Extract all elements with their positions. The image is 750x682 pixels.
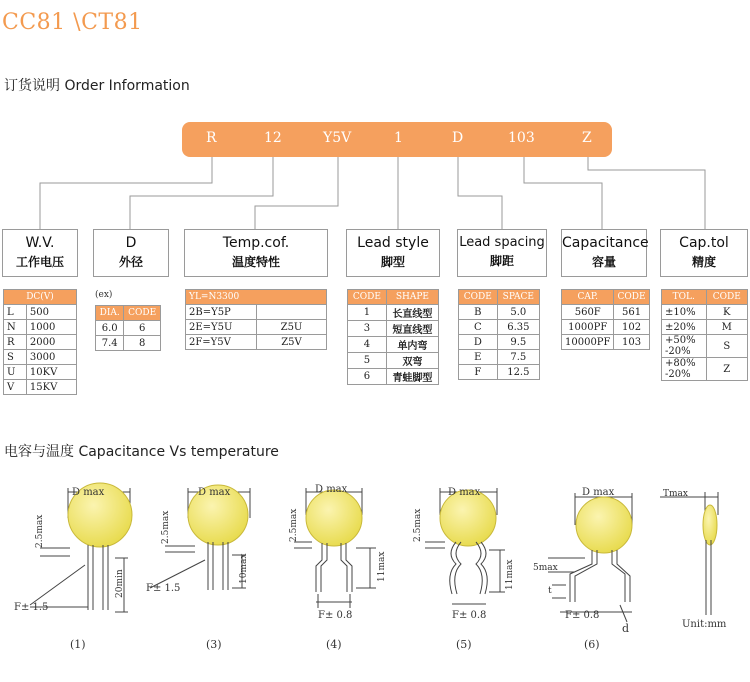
label-f08-5: F± 0.8 [452, 610, 487, 621]
header-spacing [457, 229, 547, 277]
wv-table-header: DC(V) [4, 290, 77, 305]
table-row [662, 335, 748, 358]
header-wv-en: W.V. [25, 235, 55, 251]
table-cell: 6.35 [497, 320, 539, 335]
order-code-spacing: D [452, 130, 464, 146]
table-header-cell: CODE [348, 290, 387, 305]
table-cell: 5 [348, 353, 387, 369]
table-row [4, 350, 77, 365]
caption-3: (3) [206, 638, 222, 651]
table-cell: B [459, 305, 498, 320]
header-lead-zh: 脚型 [380, 255, 405, 269]
table-row [96, 321, 161, 336]
table-cell: 560F [562, 305, 614, 320]
wv-table [3, 289, 77, 395]
label-d: d [622, 622, 630, 635]
table-row [348, 305, 439, 321]
table-cell: D [459, 335, 498, 350]
table-cell: S [706, 335, 748, 358]
table-row [186, 305, 327, 320]
caption-1: (1) [70, 638, 86, 651]
order-code-wv: R [206, 130, 217, 146]
header-tol [660, 229, 748, 277]
diagram-6 [548, 493, 632, 622]
table-row [662, 320, 748, 335]
d-example-label: (ex) [95, 290, 113, 300]
lead-table [347, 289, 439, 385]
caption-4: (4) [326, 638, 342, 651]
tol-line: -20% [665, 346, 691, 357]
table-cell: 单内弯 [386, 337, 438, 353]
table-cell: 1000 [26, 320, 76, 335]
table-cell: C [459, 320, 498, 335]
table-header-row [186, 290, 327, 305]
label-dmax-6: D max [582, 487, 615, 498]
header-wv [2, 229, 78, 277]
table-header-row [4, 290, 77, 305]
temp-table-header: YL=N3300 [186, 290, 327, 305]
header-spacing-en: Lead spacing [459, 235, 545, 250]
table-cell: 2B=Y5P [186, 305, 257, 320]
table-row [348, 321, 439, 337]
table-row [662, 305, 748, 320]
table-cell: 12.5 [497, 365, 539, 380]
table-header-row [348, 290, 439, 305]
connector-lines [0, 0, 750, 240]
header-lead [346, 229, 440, 277]
table-cell: 双弯 [386, 353, 438, 369]
table-cell: F [459, 365, 498, 380]
table-header-cell: CODE [459, 290, 498, 305]
table-cell: 8 [124, 336, 161, 351]
table-header-cell: CODE [614, 290, 649, 305]
order-code-d: 12 [264, 130, 282, 146]
table-cell: S [4, 350, 27, 365]
table-row [186, 335, 327, 350]
table-row [4, 380, 77, 395]
order-code-bar [182, 122, 612, 157]
table-row [662, 358, 748, 381]
table-cell: U [4, 365, 27, 380]
table-cell: 2000 [26, 335, 76, 350]
cap-table [561, 289, 650, 350]
table-header-cell: SPACE [497, 290, 539, 305]
table-cell: K [706, 305, 748, 320]
table-cell: N [4, 320, 27, 335]
diagram-4 [294, 488, 376, 608]
header-wv-zh: 工作电压 [15, 255, 64, 269]
table-header-cell: CODE [124, 306, 161, 321]
table-cell: Z5U [257, 320, 327, 335]
table-cell [257, 305, 327, 320]
table-cell: 3000 [26, 350, 76, 365]
table-row [562, 305, 650, 320]
diagram-5 [425, 488, 505, 604]
table-row [459, 305, 540, 320]
label-f08-6: F± 0.8 [565, 610, 600, 621]
table-cell [662, 358, 707, 381]
header-temp-en: Temp.cof. [222, 235, 290, 251]
table-cell: 6 [348, 369, 387, 385]
label-f15-1: F± 1.5 [14, 602, 49, 613]
diagram-side-view [660, 492, 718, 615]
label-dmax-4: D max [315, 484, 348, 495]
table-row [459, 320, 540, 335]
temp-section-title: 电容与温度 Capacitance Vs temperature [4, 444, 279, 460]
table-row [4, 335, 77, 350]
table-header-cell: TOL. [662, 290, 707, 305]
temp-table [185, 289, 327, 350]
table-cell: ±20% [662, 320, 707, 335]
table-cell: 9.5 [497, 335, 539, 350]
table-cell: 青蛙脚型 [386, 369, 438, 385]
table-row [562, 320, 650, 335]
table-cell: 6 [124, 321, 161, 336]
label-unit: Unit:mm [682, 619, 727, 630]
label-25max-4: 2.5max [289, 508, 299, 542]
table-cell: ±10% [662, 305, 707, 320]
table-cell: 短直线型 [386, 321, 438, 337]
table-header-cell: DIA. [96, 306, 124, 321]
table-header-cell: SHAPE [386, 290, 438, 305]
table-row [348, 337, 439, 353]
table-cell [662, 335, 707, 358]
header-cap-en: Capacitance [562, 235, 649, 251]
table-row [459, 335, 540, 350]
table-cell: 4 [348, 337, 387, 353]
table-cell: M [706, 320, 748, 335]
table-cell: 2E=Y5U [186, 320, 257, 335]
lead-style-diagrams [0, 470, 750, 655]
table-cell: Z [706, 358, 748, 381]
header-temp-zh: 温度特性 [231, 255, 280, 269]
table-cell: 3 [348, 321, 387, 337]
table-row [459, 350, 540, 365]
header-d [93, 229, 169, 277]
header-d-zh: 外径 [118, 255, 143, 269]
page-title: CC81 \CT81 [2, 10, 143, 35]
table-cell: L [4, 305, 27, 320]
spacing-table [458, 289, 540, 380]
table-cell: 561 [614, 305, 649, 320]
table-header-cell: CODE [706, 290, 748, 305]
table-header-cell: CAP. [562, 290, 614, 305]
table-cell: 7.5 [497, 350, 539, 365]
header-cap [561, 229, 647, 277]
table-row [96, 336, 161, 351]
label-dmax-5: D max [448, 487, 481, 498]
table-cell: 1000PF [562, 320, 614, 335]
table-cell: 5.0 [497, 305, 539, 320]
label-tmax: Tmax [663, 489, 688, 499]
order-code-temp: Y5V [323, 130, 352, 146]
caption-5: (5) [456, 638, 472, 651]
table-header-row [662, 290, 748, 305]
table-row [562, 335, 650, 350]
header-temp [184, 229, 328, 277]
table-cell: 2F=Y5V [186, 335, 257, 350]
table-row [4, 365, 77, 380]
table-cell: 长直线型 [386, 305, 438, 321]
table-cell: 7.4 [96, 336, 124, 351]
tol-line: -20% [665, 369, 691, 380]
header-lead-en: Lead style [357, 235, 429, 251]
table-cell: 1 [348, 305, 387, 321]
table-row [4, 320, 77, 335]
header-tol-en: Cap.tol [679, 235, 729, 251]
label-f08-4: F± 0.8 [318, 610, 353, 621]
header-tol-zh: 精度 [691, 255, 716, 269]
table-cell: 500 [26, 305, 76, 320]
table-cell: 103 [614, 335, 649, 350]
label-dmax-1: D max [72, 487, 105, 498]
table-header-row [96, 306, 161, 321]
table-cell: 102 [614, 320, 649, 335]
table-row [348, 353, 439, 369]
table-header-row [459, 290, 540, 305]
table-cell: 10KV [26, 365, 76, 380]
label-20min: 20min [115, 569, 125, 598]
table-cell: V [4, 380, 27, 395]
label-t: t [548, 586, 552, 596]
order-code-lead: 1 [394, 130, 403, 146]
header-cap-zh: 容量 [591, 255, 616, 269]
table-row [459, 365, 540, 380]
caption-6: (6) [584, 638, 600, 651]
label-25max-3: 2.5max [161, 510, 171, 544]
header-d-en: D [125, 235, 137, 251]
table-cell: 6.0 [96, 321, 124, 336]
label-11max-5: 11max [505, 559, 515, 590]
order-section-title: 订货说明 Order Information [4, 78, 190, 94]
order-code-tol: Z [582, 130, 592, 146]
label-5max: 5max [533, 563, 558, 573]
label-25max-1: 2.5max [35, 514, 45, 548]
label-f15-3: F± 1.5 [146, 583, 181, 594]
tol-line: +80% [665, 358, 696, 369]
table-cell: R [4, 335, 27, 350]
d-table [95, 305, 161, 351]
tol-table [661, 289, 748, 381]
table-row [4, 305, 77, 320]
table-header-row [562, 290, 650, 305]
table-cell: Z5V [257, 335, 327, 350]
label-dmax-3: D max [198, 487, 231, 498]
order-code-cap: 103 [508, 130, 535, 146]
tol-line: +50% [665, 335, 696, 346]
table-cell: 10000PF [562, 335, 614, 350]
label-10max: 10max [239, 553, 249, 584]
table-cell: 15KV [26, 380, 76, 395]
header-spacing-zh: 脚距 [489, 254, 514, 268]
label-11max-4: 11max [377, 551, 387, 582]
label-25max-5: 2.5max [413, 508, 423, 542]
table-row [348, 369, 439, 385]
table-row [186, 320, 327, 335]
table-cell: E [459, 350, 498, 365]
